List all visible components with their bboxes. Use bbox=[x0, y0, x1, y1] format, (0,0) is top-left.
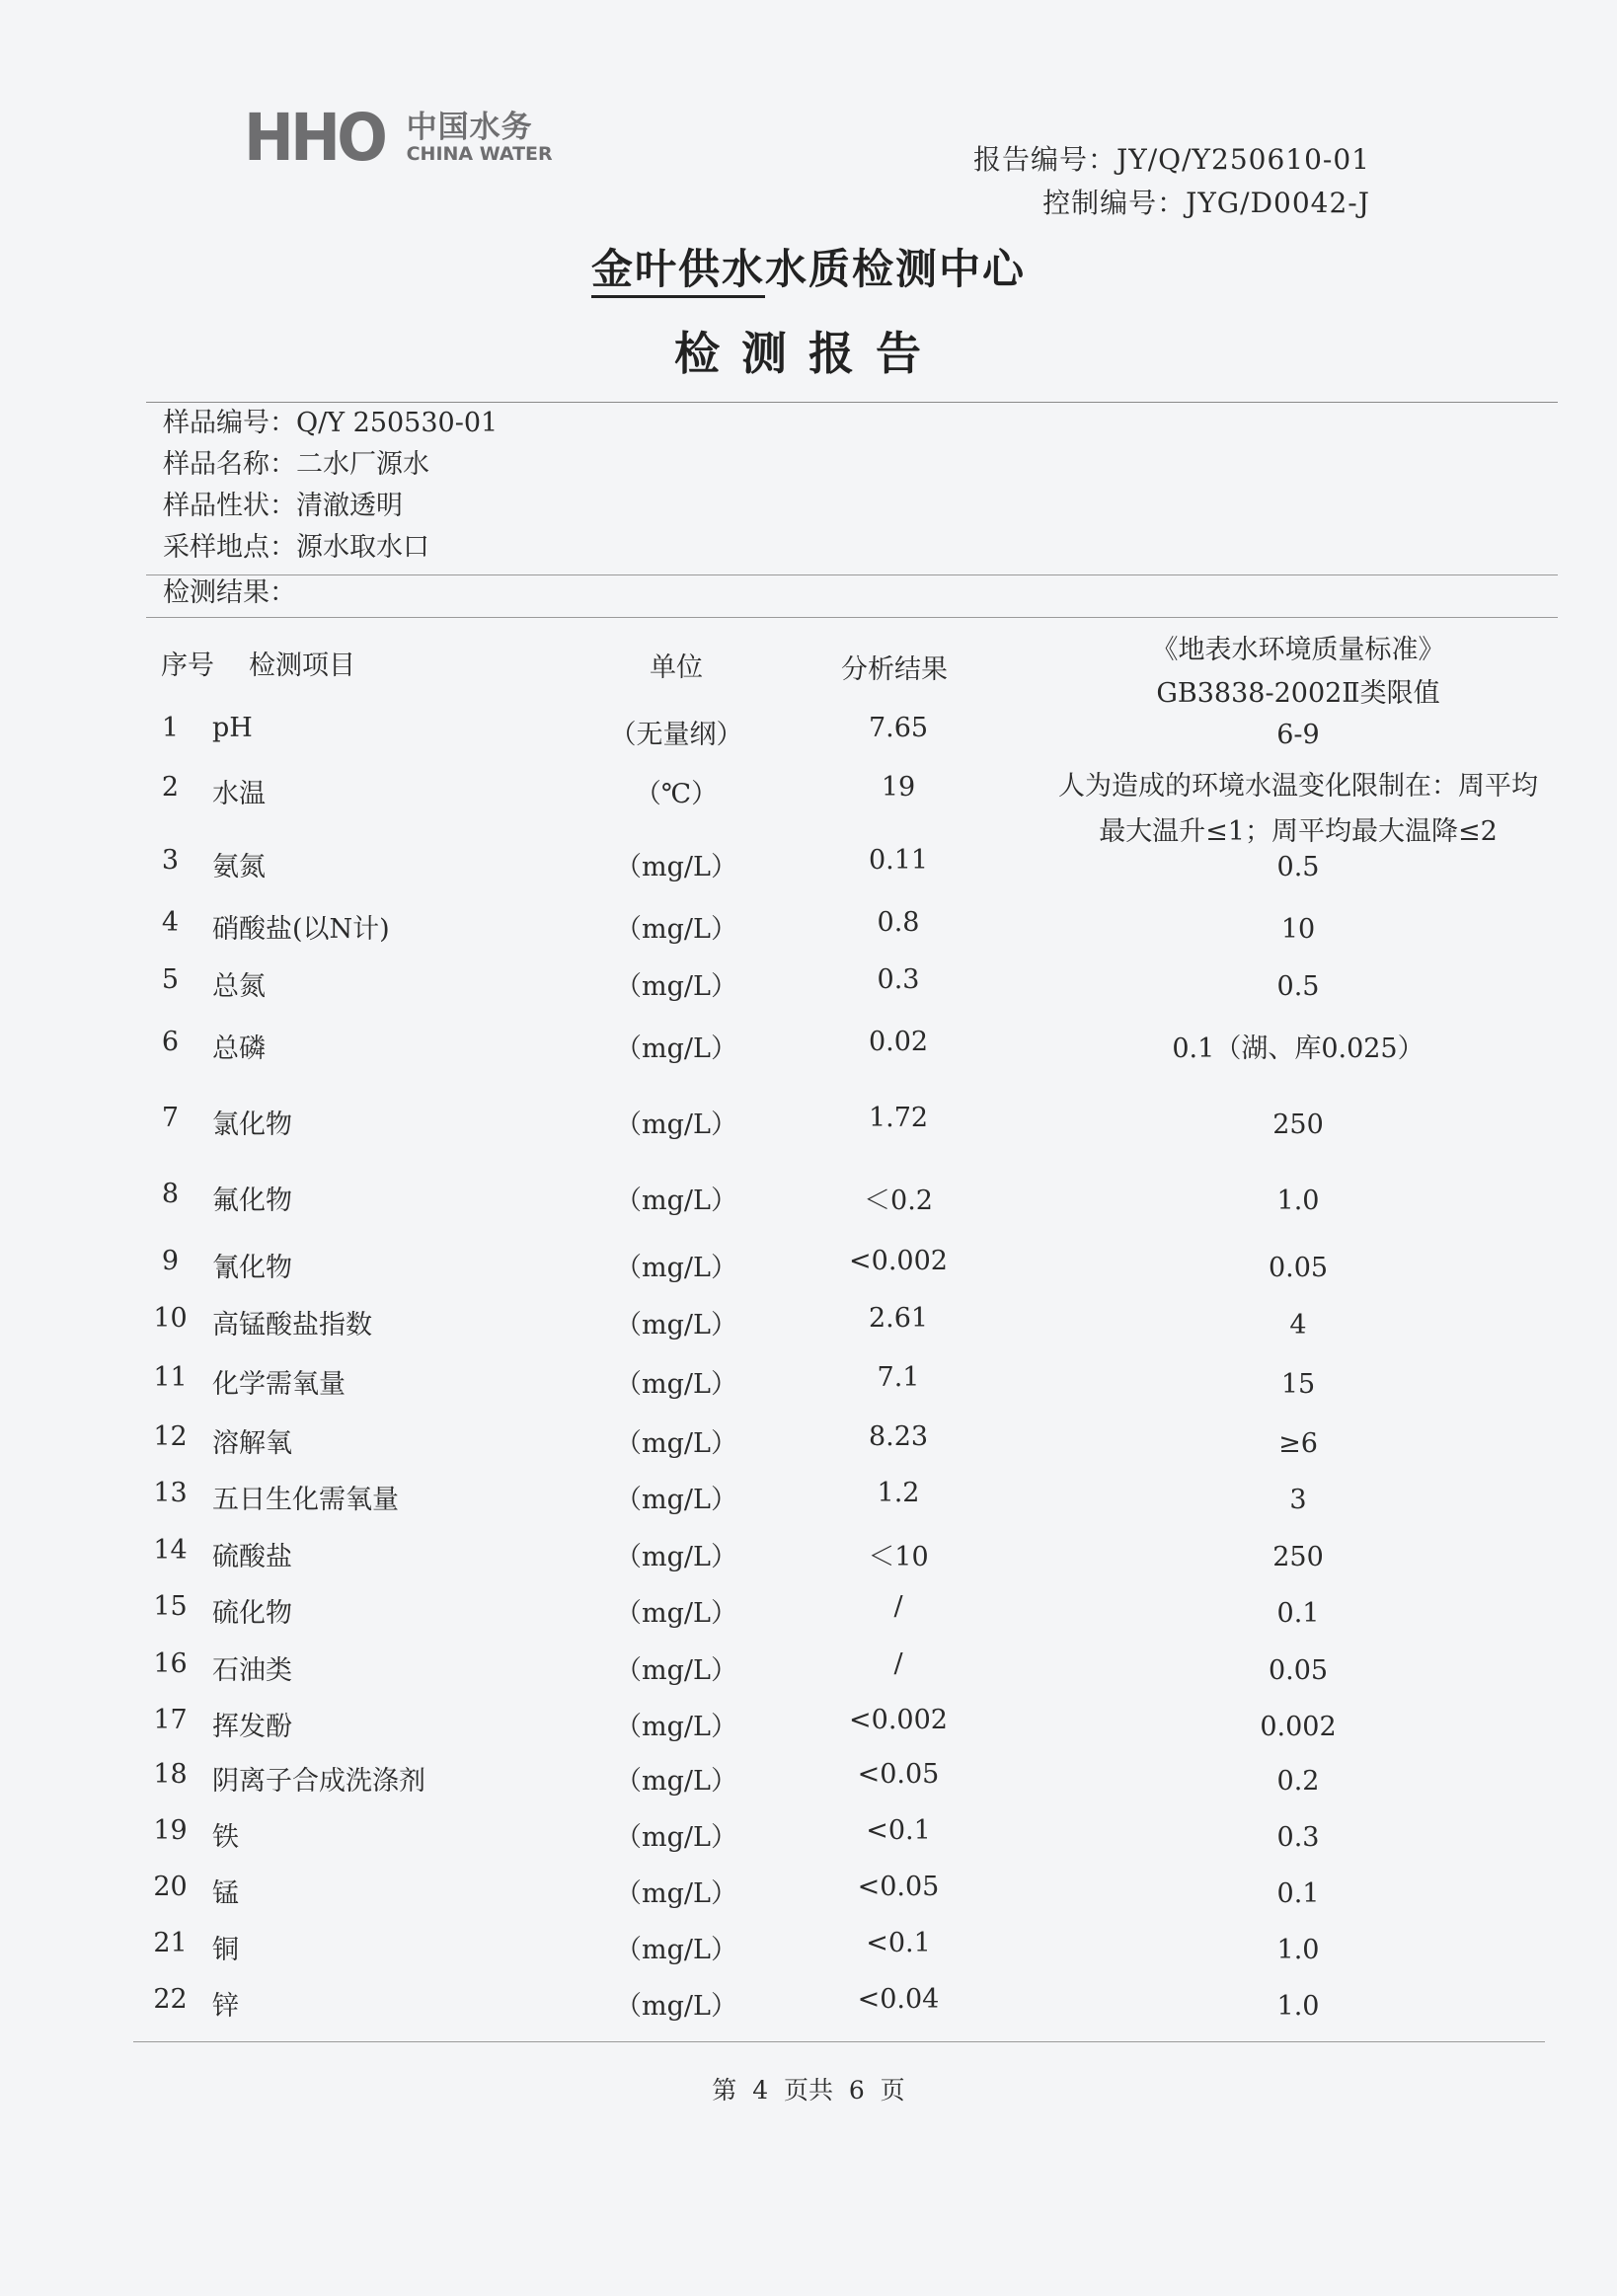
row-unit: （mg/L） bbox=[615, 1033, 737, 1064]
row-item: 氟化物 bbox=[212, 1186, 292, 1216]
row-item: 总氮 bbox=[212, 971, 266, 1002]
row-unit: （mg/L） bbox=[615, 1878, 737, 1909]
row-item: 氨氮 bbox=[212, 852, 266, 882]
row-number: 20 bbox=[153, 1872, 188, 1902]
logo-en-text: CHINA WATER bbox=[406, 142, 553, 165]
company-logo bbox=[244, 101, 553, 176]
header-result: 分析结果 bbox=[841, 654, 948, 685]
row-limit: 0.002 bbox=[1260, 1712, 1337, 1742]
sample-property: 样品性状：清澈透明 bbox=[163, 491, 403, 521]
row-result: <0.05 bbox=[857, 1872, 940, 1902]
row-number: 10 bbox=[153, 1303, 188, 1334]
row-item: 铜 bbox=[212, 1935, 239, 1965]
row-result: <0.05 bbox=[857, 1759, 940, 1790]
row-limit: 0.1 bbox=[1276, 1878, 1320, 1909]
row-unit: （mg/L） bbox=[615, 1253, 737, 1283]
row-item: 铁 bbox=[212, 1822, 239, 1853]
table-row bbox=[0, 1103, 1617, 1152]
row-item: 挥发酚 bbox=[212, 1712, 292, 1742]
row-unit: （mg/L） bbox=[615, 914, 737, 945]
row-unit: （mg/L） bbox=[615, 1485, 737, 1515]
row-number: 8 bbox=[161, 1179, 180, 1209]
row-result: 0.11 bbox=[868, 845, 929, 876]
row-number: 2 bbox=[161, 772, 180, 803]
row-limit: ≥6 bbox=[1278, 1428, 1318, 1459]
report-number: 报告编号：JY/Q/Y250610-01 bbox=[973, 143, 1370, 176]
row-limit: 0.1（湖、库0.025） bbox=[1172, 1033, 1424, 1064]
row-unit: （无量纲） bbox=[609, 720, 743, 750]
row-unit: （mg/L） bbox=[615, 1766, 737, 1797]
row-result: <0.04 bbox=[857, 1984, 940, 2015]
header-limit-line2: GB3838-2002Ⅱ类限值 bbox=[1156, 678, 1440, 709]
row-number: 1 bbox=[161, 713, 180, 743]
row-number: 6 bbox=[161, 1027, 180, 1057]
row-item: 氰化物 bbox=[212, 1253, 292, 1283]
row-unit: （mg/L） bbox=[615, 1655, 737, 1686]
row-limit: 0.05 bbox=[1268, 1655, 1329, 1686]
header-limit-line1: 《地表水环境质量标准》 bbox=[1151, 635, 1445, 665]
row-unit: （℃） bbox=[634, 779, 719, 809]
row-unit: （mg/L） bbox=[615, 1110, 737, 1140]
row-result: 0.3 bbox=[877, 964, 920, 995]
org-title bbox=[0, 237, 1617, 296]
row-unit: （mg/L） bbox=[615, 852, 737, 882]
row-item: 五日生化需氧量 bbox=[212, 1485, 399, 1515]
table-row bbox=[0, 1928, 1617, 1977]
table-row bbox=[0, 1421, 1617, 1471]
row-limit: 0.5 bbox=[1276, 852, 1320, 882]
row-limit: 人为造成的环境水温变化限制在：周平均最大温升≤1；周平均最大温降≤2 bbox=[1058, 771, 1538, 847]
row-number: 14 bbox=[153, 1535, 188, 1566]
page-indicator: 第 4 页共 6 页 bbox=[712, 2076, 905, 2105]
table-row bbox=[0, 1027, 1617, 1076]
row-limit: 0.1 bbox=[1276, 1598, 1320, 1629]
report-numbers bbox=[973, 138, 1370, 225]
row-unit: （mg/L） bbox=[615, 1935, 737, 1965]
row-limit: 4 bbox=[1289, 1310, 1307, 1340]
row-result: 7.65 bbox=[868, 713, 929, 743]
row-result: <0.002 bbox=[849, 1705, 948, 1735]
meta-divider bbox=[146, 574, 1558, 575]
table-row bbox=[0, 1648, 1617, 1698]
row-number: 16 bbox=[153, 1648, 188, 1679]
table-row bbox=[0, 964, 1617, 1014]
row-number: 5 bbox=[161, 964, 180, 995]
row-result: <0.002 bbox=[849, 1246, 948, 1276]
row-item: pH bbox=[212, 713, 253, 743]
row-unit: （mg/L） bbox=[615, 1598, 737, 1629]
row-item: 氯化物 bbox=[212, 1110, 292, 1140]
row-result: <0.1 bbox=[866, 1928, 931, 1958]
row-number: 15 bbox=[153, 1591, 188, 1622]
org-title-underlined: 金叶供水 bbox=[591, 245, 765, 298]
row-limit: 0.2 bbox=[1276, 1766, 1320, 1797]
row-result: 19 bbox=[881, 772, 916, 803]
row-item: 溶解氧 bbox=[212, 1428, 292, 1459]
header-unit: 单位 bbox=[650, 652, 703, 683]
header-item: 检测项目 bbox=[249, 651, 355, 681]
logo-cn-text: 中国水务 bbox=[406, 110, 533, 146]
row-limit: 3 bbox=[1289, 1485, 1307, 1515]
row-number: 17 bbox=[153, 1705, 188, 1735]
row-unit: （mg/L） bbox=[615, 971, 737, 1002]
table-row bbox=[0, 1303, 1617, 1352]
row-result: 8.23 bbox=[868, 1421, 929, 1452]
document-title: 检测报告 bbox=[674, 327, 943, 380]
logo-mark: HHO bbox=[244, 100, 385, 176]
row-item: 阴离子合成洗涤剂 bbox=[212, 1766, 425, 1797]
row-item: 硫化物 bbox=[212, 1598, 292, 1629]
table-row bbox=[0, 713, 1617, 762]
sample-location: 采样地点：源水取水口 bbox=[163, 532, 429, 563]
org-title-rest: 水质检测中心 bbox=[765, 245, 1027, 293]
row-item: 高锰酸盐指数 bbox=[212, 1310, 372, 1340]
row-result: 7.1 bbox=[877, 1362, 920, 1393]
row-result: 1.2 bbox=[877, 1478, 920, 1508]
row-result: <0.1 bbox=[866, 1815, 931, 1846]
row-unit: （mg/L） bbox=[615, 1991, 737, 2022]
table-row bbox=[0, 845, 1617, 894]
row-limit: 250 bbox=[1272, 1110, 1324, 1140]
row-unit: （mg/L） bbox=[615, 1712, 737, 1742]
row-limit: 10 bbox=[1280, 914, 1316, 945]
results-label: 检测结果： bbox=[163, 577, 296, 608]
row-unit: （mg/L） bbox=[615, 1822, 737, 1853]
row-number: 11 bbox=[153, 1362, 188, 1393]
row-number: 22 bbox=[153, 1984, 188, 2015]
table-row bbox=[0, 1872, 1617, 1921]
row-result: / bbox=[893, 1591, 903, 1622]
row-item: 硝酸盐(以N计) bbox=[212, 914, 390, 945]
row-number: 19 bbox=[153, 1815, 188, 1846]
row-item: 锌 bbox=[212, 1991, 239, 2022]
row-limit: 250 bbox=[1272, 1542, 1324, 1572]
row-result: 0.02 bbox=[868, 1027, 929, 1057]
row-number: 4 bbox=[161, 907, 180, 938]
row-result: 2.61 bbox=[868, 1303, 929, 1334]
footer-divider bbox=[133, 2041, 1545, 2042]
row-result: 0.8 bbox=[877, 907, 920, 938]
table-row bbox=[0, 1179, 1617, 1228]
row-number: 3 bbox=[161, 845, 180, 876]
sample-number: 样品编号：Q/Y 250530-01 bbox=[163, 408, 499, 438]
row-number: 13 bbox=[153, 1478, 188, 1508]
row-result: / bbox=[893, 1648, 903, 1679]
table-row bbox=[0, 771, 1617, 847]
row-unit: （mg/L） bbox=[615, 1310, 737, 1340]
row-unit: （mg/L） bbox=[615, 1428, 737, 1459]
table-row bbox=[0, 1478, 1617, 1527]
row-item: 锰 bbox=[212, 1878, 239, 1909]
row-item: 化学需氧量 bbox=[212, 1369, 346, 1400]
table-row bbox=[0, 907, 1617, 957]
row-number: 18 bbox=[153, 1759, 188, 1790]
row-item: 硫酸盐 bbox=[212, 1542, 292, 1572]
row-number: 9 bbox=[161, 1246, 180, 1276]
row-limit: 0.5 bbox=[1276, 971, 1320, 1002]
row-unit: （mg/L） bbox=[615, 1369, 737, 1400]
row-limit: 0.05 bbox=[1268, 1253, 1329, 1283]
table-row bbox=[0, 1591, 1617, 1641]
row-number: 7 bbox=[161, 1103, 180, 1133]
row-limit: 15 bbox=[1280, 1369, 1316, 1400]
row-limit: 1.0 bbox=[1276, 1186, 1320, 1216]
table-row bbox=[0, 1815, 1617, 1865]
row-limit: 1.0 bbox=[1276, 1991, 1320, 2022]
row-result: ＜0.2 bbox=[864, 1186, 933, 1216]
table-row bbox=[0, 1246, 1617, 1295]
table-row bbox=[0, 1759, 1617, 1808]
row-result: ＜10 bbox=[868, 1542, 929, 1572]
row-unit: （mg/L） bbox=[615, 1186, 737, 1216]
header-no: 序号 bbox=[161, 651, 214, 681]
row-limit: 6-9 bbox=[1276, 720, 1320, 750]
table-row bbox=[0, 1535, 1617, 1584]
table-row bbox=[0, 1362, 1617, 1412]
row-number: 21 bbox=[153, 1928, 188, 1958]
row-number: 12 bbox=[153, 1421, 188, 1452]
control-number: 控制编号：JYG/D0042-J bbox=[1042, 187, 1370, 219]
row-limit: 1.0 bbox=[1276, 1935, 1320, 1965]
row-limit: 0.3 bbox=[1276, 1822, 1320, 1853]
row-result: 1.72 bbox=[868, 1103, 929, 1133]
sample-name: 样品名称：二水厂源水 bbox=[163, 449, 429, 480]
row-item: 水温 bbox=[212, 779, 266, 809]
row-unit: （mg/L） bbox=[615, 1542, 737, 1572]
row-item: 石油类 bbox=[212, 1655, 292, 1686]
table-row bbox=[0, 1705, 1617, 1754]
results-divider bbox=[146, 617, 1558, 618]
table-row bbox=[0, 1984, 1617, 2033]
row-item: 总磷 bbox=[212, 1033, 266, 1064]
